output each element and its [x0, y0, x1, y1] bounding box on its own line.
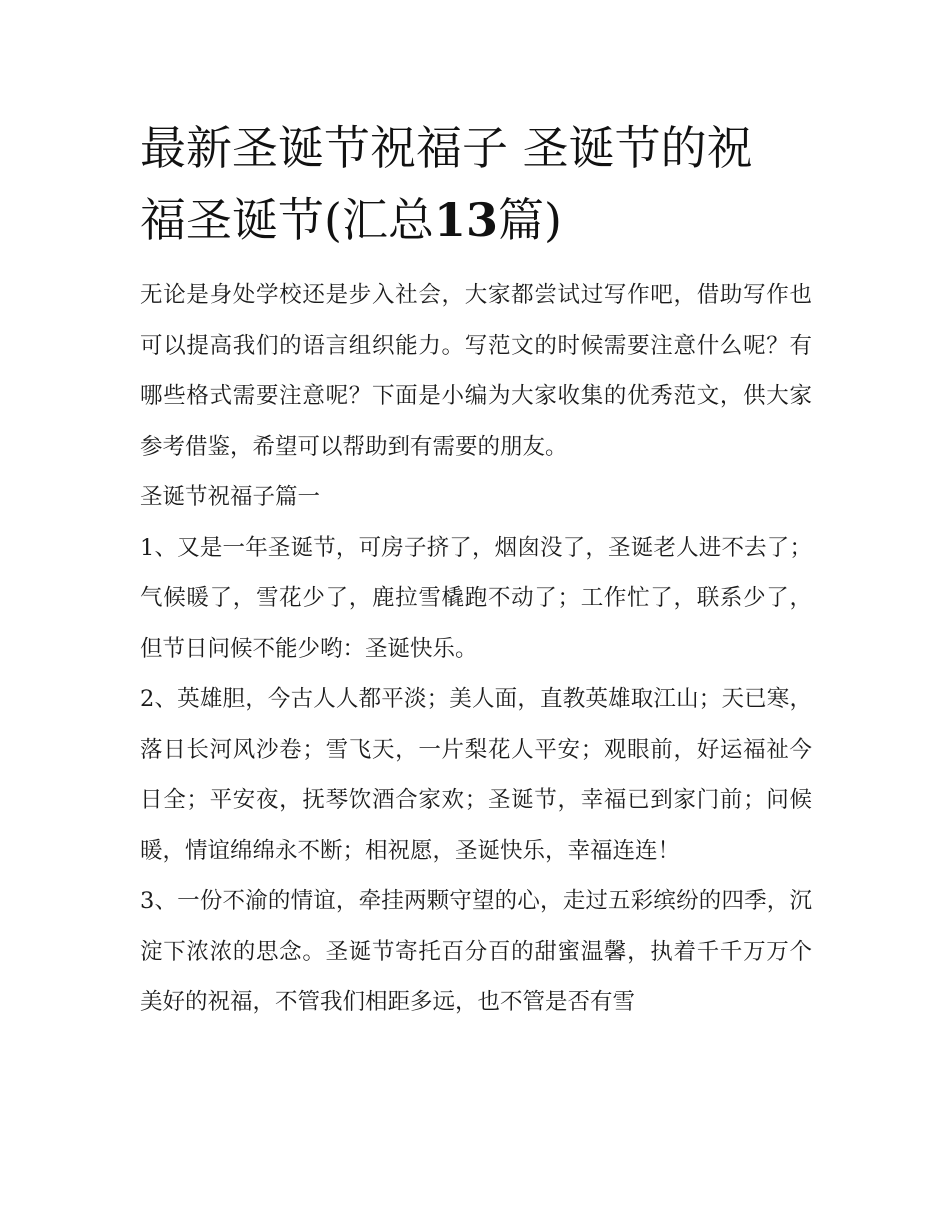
document-page [140, 112, 812, 1028]
title-line-2-part-a: 福圣诞节(汇总 [140, 193, 434, 247]
title-line-2-number: 13 [433, 193, 498, 247]
section-heading: 圣诞节祝福子篇一 [140, 484, 321, 510]
blessing-paragraph-1: 1、又是一年圣诞节，可房子挤了，烟囱没了，圣诞老人进不去了；气候暖了，雪花少了，鹿拉雪橇跑不动了；工作忙了，联系少了，但节日问候不能少哟：圣诞快乐。 [140, 534, 812, 662]
title-line-1: 最新圣诞节祝福子 圣诞节的祝 [140, 121, 753, 175]
title-line-2-part-b: 篇) [497, 193, 562, 247]
document-title [140, 112, 812, 256]
blessing-paragraph-2: 2、英雄胆，今古人人都平淡；美人面，直教英雄取江山；天已寒，落日长河风沙卷；雪飞天，一片梨花人平安；观眼前，好运福祉今日全；平安夜，抚琴饮酒合家欢；圣诞节，幸福已到家门前；问候暖，情谊绵绵永不断；相祝愿，圣诞快乐，幸福连连！ [140, 686, 812, 864]
blessing-paragraph-3: 3、一份不渝的情谊，牵挂两颗守望的心，走过五彩缤纷的四季，沉淀下浓浓的思念。圣诞节寄托百分百的甜蜜温馨，执着千千万万个美好的祝福，不管我们相距多远，也不管是否有雪 [140, 888, 812, 1015]
intro-paragraph: 无论是身处学校还是步入社会，大家都尝试过写作吧，借助写作也可以提高我们的语言组织能力。写范文的时候需要注意什么呢？有哪些格式需要注意呢？下面是小编为大家收集的优秀范文，供大家参考借鉴，希望可以帮助到有需要的朋友。 [140, 282, 812, 460]
